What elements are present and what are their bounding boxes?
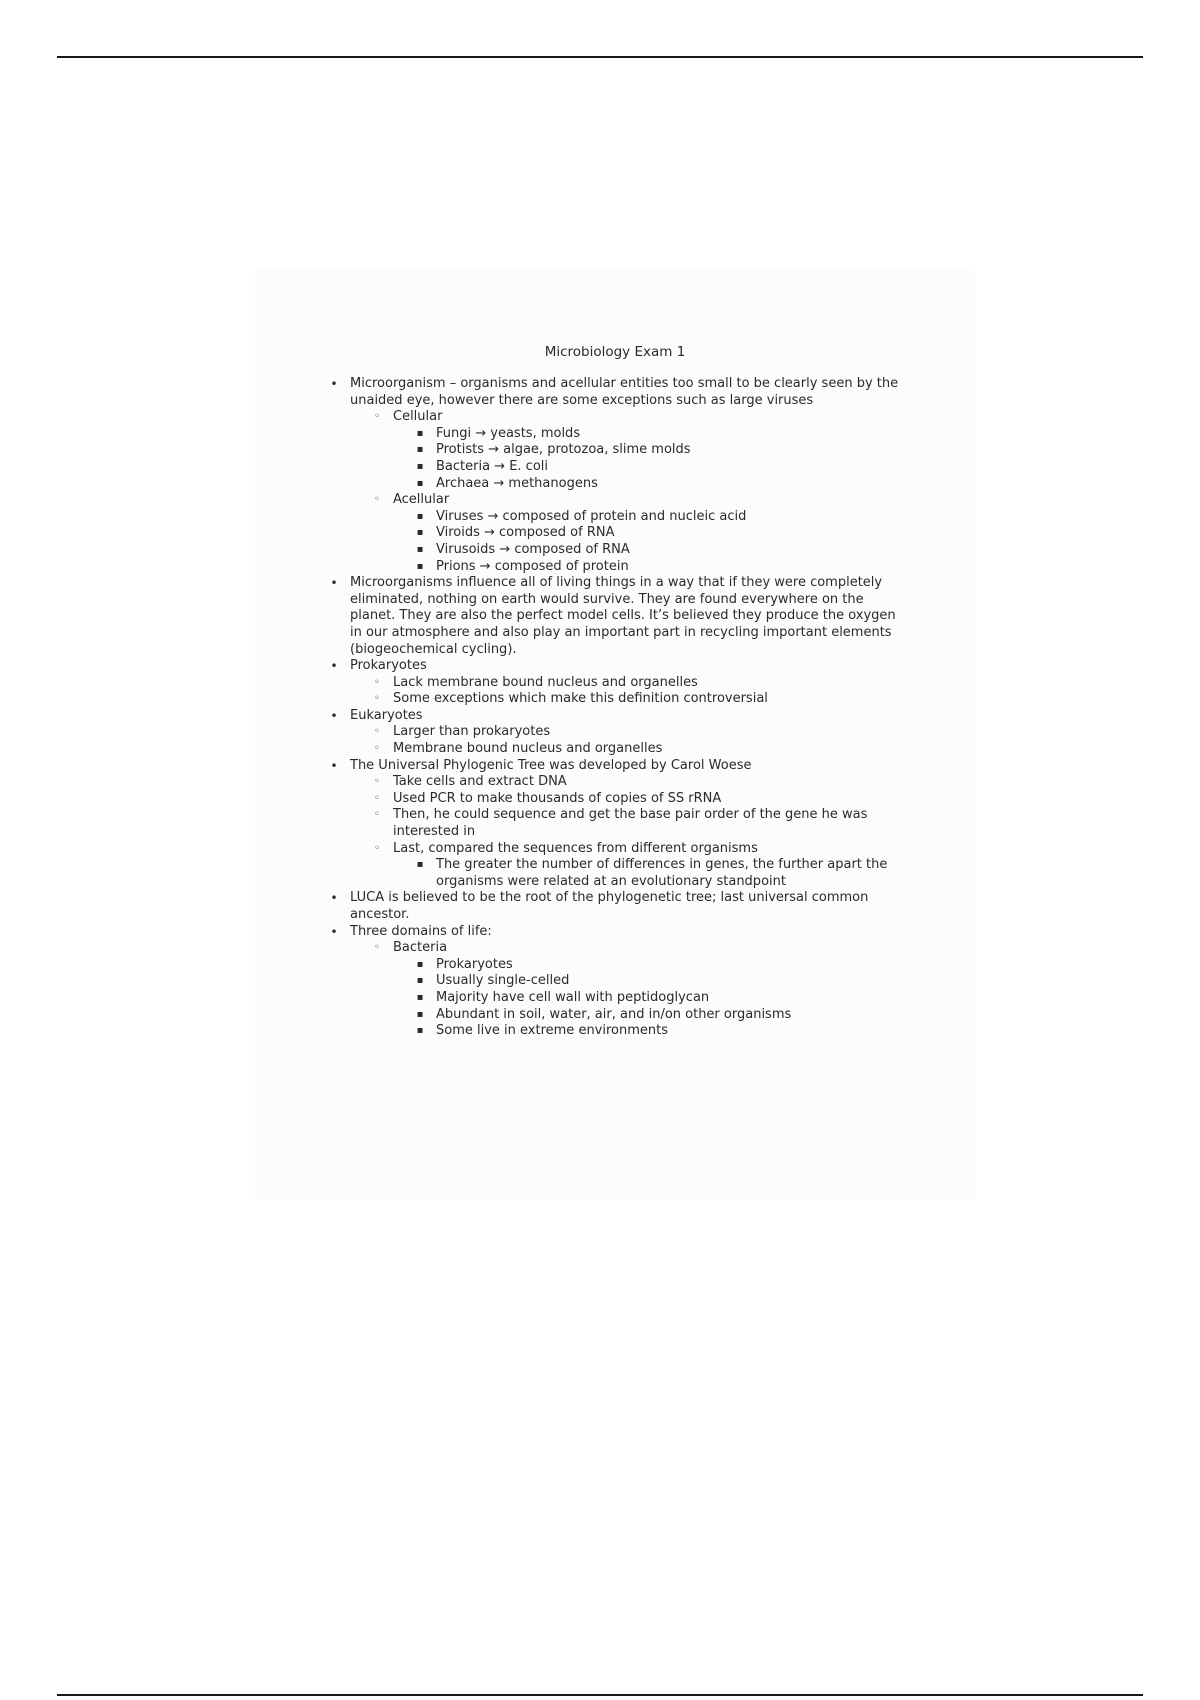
- outline-item-level-1: [350, 658, 910, 708]
- outline-item-text: Some live in extreme environments: [436, 1023, 669, 1039]
- outline-sublist: [393, 675, 910, 708]
- outline-sublist: [436, 509, 910, 575]
- outline-item-text: Microorganism – organisms and acellular entities too small to be clearly seen by the unaided eye, however there are some exceptions such as large viruses: [350, 376, 899, 408]
- outline-item-text: Viroids → composed of RNA: [436, 525, 615, 541]
- outline-item-text: Then, he could sequence and get the base pair order of the gene he was interested in: [393, 807, 868, 840]
- outline-item-level-3: [436, 525, 910, 542]
- outline-item-level-3: [436, 973, 910, 990]
- document-title: Microbiology Exam 1: [544, 344, 686, 360]
- outline-item-text: The greater the number of differences in genes, the further apart the organisms were related at an evolutionary standpoint: [436, 857, 888, 889]
- outline-item-text: Bacteria: [393, 940, 448, 956]
- outline-sublist: [393, 940, 910, 1040]
- outline-item-text: Membrane bound nucleus and organelles: [393, 741, 663, 757]
- outline-item-text: Majority have cell wall with peptidoglycan: [436, 989, 710, 1005]
- outline-item-level-1: [350, 708, 910, 758]
- outline-sublist: [393, 724, 910, 757]
- outline-item-level-3: [436, 1023, 910, 1040]
- outline-sublist: [393, 409, 910, 575]
- outline-item-level-2: [393, 675, 910, 692]
- outline-item-text: Viruses → composed of protein and nucleic acid: [436, 508, 747, 524]
- outline-item-text: Prokaryotes: [350, 658, 427, 674]
- bottom-rule: [57, 1694, 1143, 1696]
- outline-item-level-2: [393, 741, 910, 758]
- top-rule: [57, 56, 1143, 58]
- outline-item-level-1: [350, 376, 910, 575]
- outline-item-text: Usually single-celled: [436, 973, 570, 989]
- outline-item-text: Used PCR to make thousands of copies of SS rRNA: [393, 790, 722, 806]
- outline-item-level-3: [436, 509, 910, 526]
- outline-item-text: Fungi → yeasts, molds: [436, 425, 581, 441]
- outline-item-level-2: [393, 774, 910, 791]
- outline-item-level-3: [436, 442, 910, 459]
- outline-item-text: Abundant in soil, water, air, and in/on other organisms: [436, 1006, 792, 1022]
- outline-item-text: The Universal Phylogenic Tree was developed by Carol Woese: [350, 757, 752, 773]
- outline-item-text: Three domains of life:: [350, 923, 492, 939]
- outline-sublist: [393, 774, 910, 890]
- outline-item-text: Eukaryotes: [350, 707, 423, 723]
- outline-item-text: Acellular: [393, 492, 450, 508]
- outline-item-level-3: [436, 559, 910, 576]
- document-page: [255, 270, 975, 1200]
- outline-item-text: LUCA is believed to be the root of the phylogenetic tree; last universal common ancestor.: [350, 890, 869, 922]
- outline-item-level-1: [350, 924, 910, 1040]
- outline-sublist: [436, 426, 910, 492]
- outline-item-level-3: [436, 459, 910, 476]
- outline-item-text: Cellular: [393, 409, 443, 425]
- outline-item-text: Last, compared the sequences from different organisms: [393, 840, 758, 856]
- outline-item-level-2: [393, 691, 910, 708]
- outline-item-level-3: [436, 476, 910, 493]
- outline-item-level-3: [436, 542, 910, 559]
- outline-item-level-2: [393, 791, 910, 808]
- outline-item-level-3: [436, 957, 910, 974]
- document-body: [350, 376, 910, 1040]
- outline-item-level-1: [350, 758, 910, 891]
- outline-item-level-3: [436, 1007, 910, 1024]
- outline-item-text: Prions → composed of protein: [436, 558, 629, 574]
- outline-item-level-3: [436, 857, 910, 890]
- outline-item-level-2: [393, 724, 910, 741]
- outline-sublist: [436, 957, 910, 1040]
- outline-item-text: Larger than prokaryotes: [393, 724, 551, 740]
- outline-item-level-1: [350, 890, 910, 923]
- outline-item-level-2: [393, 409, 910, 492]
- outline-item-text: Archaea → methanogens: [436, 475, 598, 491]
- outline-item-level-3: [436, 990, 910, 1007]
- outline-item-text: Lack membrane bound nucleus and organelles: [393, 674, 698, 690]
- outline-sublist: [436, 857, 910, 890]
- outline-item-text: Prokaryotes: [436, 956, 513, 972]
- outline-list: [350, 376, 910, 1040]
- outline-item-text: Microorganisms influence all of living things in a way that if they were completely eliminated, nothing on earth would survive. They are found everywhere on the planet. They are also the perfect model cells. It’s believed they produce the oxygen in our atmosphere and also play an important part in recycling important elements (biogeochemical cycling).: [350, 575, 896, 657]
- outline-item-text: Virusoids → composed of RNA: [436, 541, 630, 557]
- outline-item-text: Protists → algae, protozoa, slime molds: [436, 442, 691, 458]
- outline-item-level-2: [393, 807, 910, 840]
- outline-item-level-2: [393, 841, 910, 891]
- outline-item-level-2: [393, 940, 910, 1040]
- outline-item-level-1: [350, 575, 910, 658]
- outline-item-level-2: [393, 492, 910, 575]
- outline-item-text: Take cells and extract DNA: [393, 774, 567, 790]
- outline-item-text: Some exceptions which make this definition controversial: [393, 691, 768, 707]
- outline-item-text: Bacteria → E. coli: [436, 458, 549, 474]
- outline-item-level-3: [436, 426, 910, 443]
